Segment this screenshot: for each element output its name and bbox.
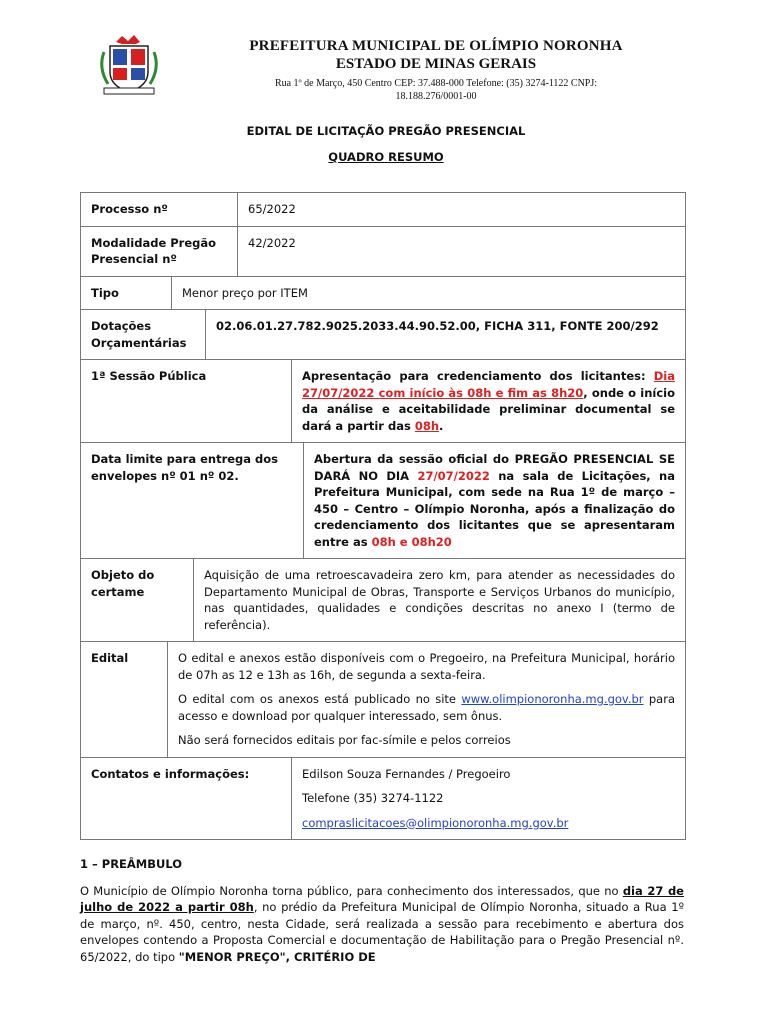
- preamble-text-a: O Município de Olímpio Noronha torna público, para conhecimento dos interessados, que no: [80, 883, 623, 898]
- edital-paragraph-2: [178, 691, 675, 724]
- cnpj-line: 18.188.276/0001-00: [395, 91, 477, 102]
- preamble-text-b: , no prédio da Prefeitura Municipal de Olímpio Noronha, situado a Rua 1º de março, nº. 450, centro, nesta Cidade, será realizada a sessão para recebimento e abertura dos envelopes contendo a Proposta Comercial e documentação de Habilitação para o Pregão Presencial nº. 65/2022, do tipo: [80, 900, 684, 964]
- sessao-start: 08h: [414, 418, 440, 433]
- document-subtitle: QUADRO RESUMO: [328, 150, 444, 164]
- state-name: ESTADO DE MINAS GERAIS: [335, 56, 537, 72]
- data-limite-text-b: na sala de Licitações, na Prefeitura Municipal, com sede na Rua 1º de março – 450 – Centro – Olímpio Noronha, após a finalização do credenciamento dos licitantes que se apresentaram entre as: [314, 468, 675, 549]
- row-sessao: [81, 360, 685, 443]
- edital-p2-text-a: O edital com os anexos está publicado no site: [178, 692, 462, 706]
- contatos-value: [291, 758, 685, 840]
- row-modalidade: [81, 227, 685, 277]
- contact-phone: Telefone (35) 3274-1122: [302, 791, 444, 805]
- preamble-bold-tail: "MENOR PREÇO", CRITÉRIO DE: [178, 949, 376, 964]
- data-limite-text-a: Abertura da sessão oficial do PREGÃO PRESENCIAL SE DARÁ NO DIA: [314, 452, 675, 483]
- objeto-label: Objeto do certame: [91, 568, 155, 599]
- edital-label: Edital: [91, 651, 129, 665]
- org-name: PREFEITURA MUNICIPAL DE OLÍMPIO NORONHA: [249, 38, 623, 54]
- row-processo: [81, 193, 685, 227]
- row-tipo: [81, 277, 685, 311]
- sessao-value: [291, 360, 685, 442]
- summary-table: [80, 192, 686, 840]
- objeto-value: Aquisição de uma retroescavadeira zero km, para atender as necessidades do Departamento Municipal de Obras, Transporte e Serviços Urbanos do município, nas quantidades, qualidades e condições descritas no anexo I (termo de referência).: [193, 559, 685, 641]
- edital-p2-text-b: para acesso e download por qualquer interessado, sem ônus.: [178, 692, 675, 723]
- preamble-paragraph: [80, 883, 684, 966]
- data-limite-date: 27/07/2022: [417, 468, 490, 483]
- processo-value: 65/2022: [237, 193, 685, 226]
- sessao-text-a: Apresentação para credenciamento dos licitantes:: [302, 369, 654, 383]
- edital-paragraph-3: Não será fornecidos editais por fac-símile e pelos correios: [178, 733, 511, 747]
- edital-value: [167, 642, 685, 757]
- sessao-date-time: Dia 27/07/2022 com início às 08h e fim as 8h20: [302, 369, 675, 400]
- sessao-label: 1ª Sessão Pública: [91, 369, 207, 383]
- edital-paragraph-1: O edital e anexos estão disponíveis com o Pregoeiro, na Prefeitura Municipal, horário de 07h as 12 e 13h as 16h, de segunda a sexta-feira.: [178, 651, 675, 682]
- tipo-label: Tipo: [91, 285, 119, 300]
- row-edital: [81, 642, 685, 758]
- sessao-text-b: , onde o início da análise e aceitabilidade preliminar documental se dará a partir das: [302, 385, 675, 433]
- preamble-date: dia 27 de julho de 2022 a partir 08h: [80, 883, 684, 914]
- processo-label: Processo nº: [91, 202, 168, 216]
- contatos-label: Contatos e informações:: [91, 766, 250, 781]
- row-data-limite: [81, 443, 685, 559]
- dotacoes-label: Dotações Orçamentárias: [91, 319, 187, 350]
- data-limite-value: [303, 443, 685, 558]
- document-title: EDITAL DE LICITAÇÃO PREGÃO PRESENCIAL: [246, 124, 526, 138]
- municipal-coat-of-arms-icon: [96, 32, 162, 96]
- contact-name: Edilson Souza Fernandes / Pregoeiro: [302, 766, 511, 781]
- row-contatos: [81, 758, 685, 840]
- edital-site-link[interactable]: www.olimpionoronha.mg.gov.br: [461, 692, 644, 706]
- modalidade-value: 42/2022: [237, 227, 685, 276]
- row-objeto: [81, 559, 685, 642]
- preamble-section: [80, 856, 684, 965]
- row-dotacoes: [81, 310, 685, 360]
- tipo-value: Menor preço por ITEM: [171, 277, 685, 310]
- modalidade-label: Modalidade Pregão Presencial nº: [91, 235, 217, 266]
- preamble-heading: 1 – PREÂMBULO: [80, 857, 183, 871]
- dotacoes-value: 02.06.01.27.782.9025.2033.44.90.52.00, FICHA 311, FONTE 200/292: [205, 310, 685, 359]
- data-limite-label: Data limite para entrega dos envelopes nº 01 nº 02.: [91, 452, 279, 483]
- data-limite-hours: 08h e 08h20: [371, 534, 452, 549]
- letterhead: [190, 38, 682, 103]
- contact-email-link[interactable]: compraslicitacoes@olimpionoronha.mg.gov.br: [302, 815, 569, 830]
- address-line: Rua 1º de Março, 450 Centro CEP: 37.488-000 Telefone: (35) 3274-1122 CNPJ:: [274, 78, 598, 89]
- sessao-text-c: .: [439, 418, 444, 433]
